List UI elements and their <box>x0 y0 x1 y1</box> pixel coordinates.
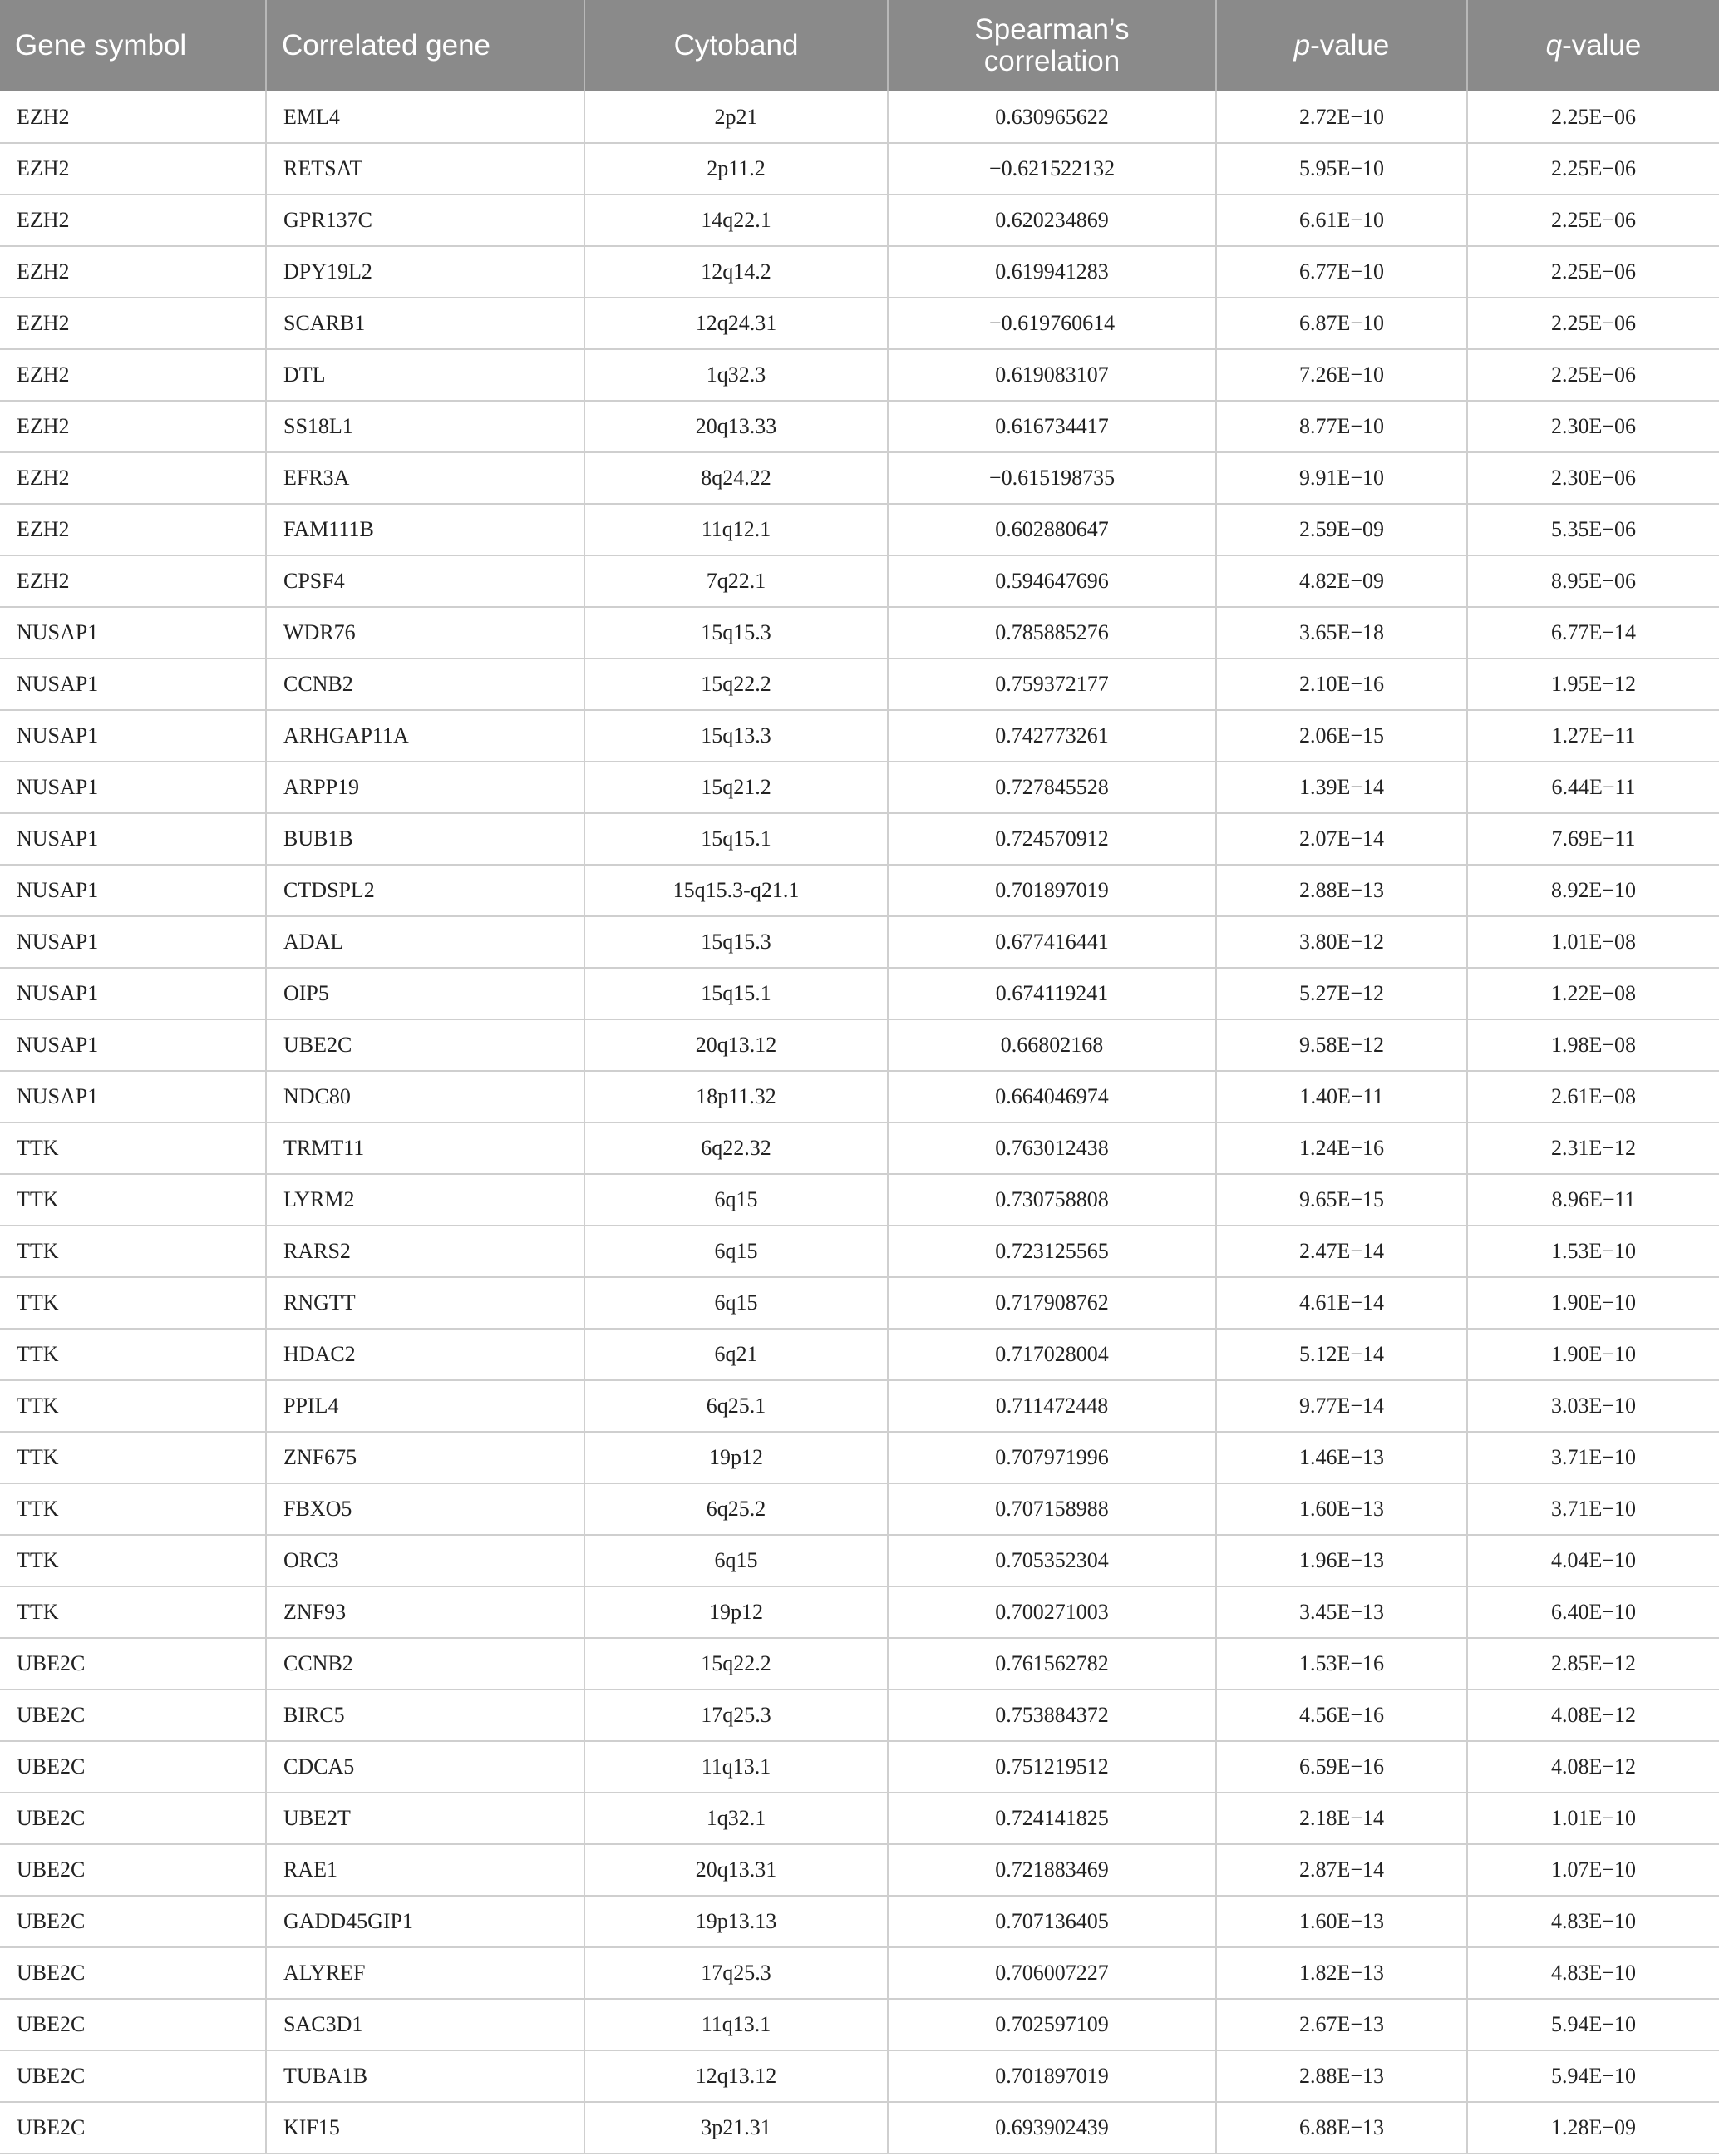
cytoband-cell: 6q15 <box>584 1535 888 1586</box>
correlated-gene-cell: TRMT11 <box>266 1122 584 1174</box>
correlated-gene-cell: PPIL4 <box>266 1380 584 1432</box>
spearman-cell: 0.761562782 <box>888 1638 1216 1690</box>
correlated-gene-cell: CCNB2 <box>266 1638 584 1690</box>
gene-symbol-cell: UBE2C <box>0 2102 266 2154</box>
header-q-value <box>1467 0 1719 91</box>
cytoband-cell: 12q14.2 <box>584 246 888 298</box>
correlated-gene-cell: ARPP19 <box>266 762 584 813</box>
cytoband-cell: 11q12.1 <box>584 504 888 555</box>
spearman-cell: 0.730758808 <box>888 1174 1216 1226</box>
spearman-cell: 0.705352304 <box>888 1535 1216 1586</box>
correlated-gene-cell: NDC80 <box>266 1071 584 1122</box>
p-value-cell: 5.12E−14 <box>1216 1329 1467 1380</box>
table-row <box>0 504 1719 555</box>
p-value-cell: 5.95E−10 <box>1216 143 1467 195</box>
spearman-cell: 0.742773261 <box>888 710 1216 762</box>
spearman-cell: 0.711472448 <box>888 1380 1216 1432</box>
cytoband-cell: 15q13.3 <box>584 710 888 762</box>
q-value-cell: 6.40E−10 <box>1467 1586 1719 1638</box>
correlated-gene-cell: UBE2T <box>266 1793 584 1844</box>
header-q-letter: q <box>1545 29 1563 62</box>
p-value-cell: 2.88E−13 <box>1216 2050 1467 2102</box>
gene-symbol-cell: NUSAP1 <box>0 865 266 916</box>
spearman-cell: 0.785885276 <box>888 607 1216 659</box>
p-value-cell: 2.06E−15 <box>1216 710 1467 762</box>
correlated-gene-cell: ZNF675 <box>266 1432 584 1483</box>
q-value-cell: 8.96E−11 <box>1467 1174 1719 1226</box>
spearman-cell: 0.707971996 <box>888 1432 1216 1483</box>
correlated-gene-cell: FAM111B <box>266 504 584 555</box>
spearman-cell: 0.674119241 <box>888 968 1216 1019</box>
p-value-cell: 3.45E−13 <box>1216 1586 1467 1638</box>
q-value-cell: 2.25E−06 <box>1467 91 1719 143</box>
correlated-gene-cell: CCNB2 <box>266 659 584 710</box>
table-row <box>0 916 1719 968</box>
p-value-cell: 9.91E−10 <box>1216 452 1467 504</box>
q-value-cell: 1.28E−09 <box>1467 2102 1719 2154</box>
table-header <box>0 0 1719 91</box>
spearman-cell: 0.751219512 <box>888 1741 1216 1793</box>
correlated-gene-cell: EML4 <box>266 91 584 143</box>
correlated-gene-cell: TUBA1B <box>266 2050 584 2102</box>
table-row <box>0 143 1719 195</box>
correlated-gene-cell: RAE1 <box>266 1844 584 1896</box>
q-value-cell: 1.07E−10 <box>1467 1844 1719 1896</box>
cytoband-cell: 19p12 <box>584 1432 888 1483</box>
gene-symbol-cell: UBE2C <box>0 1690 266 1741</box>
gene-symbol-cell: UBE2C <box>0 1844 266 1896</box>
spearman-cell: 0.693902439 <box>888 2102 1216 2154</box>
gene-symbol-cell: UBE2C <box>0 1793 266 1844</box>
q-value-cell: 4.08E−12 <box>1467 1690 1719 1741</box>
p-value-cell: 2.10E−16 <box>1216 659 1467 710</box>
table-row <box>0 298 1719 349</box>
correlated-gene-cell: KIF15 <box>266 2102 584 2154</box>
q-value-cell: 5.35E−06 <box>1467 504 1719 555</box>
q-value-cell: 8.92E−10 <box>1467 865 1719 916</box>
p-value-cell: 7.26E−10 <box>1216 349 1467 401</box>
table-row <box>0 1999 1719 2050</box>
p-value-cell: 2.72E−10 <box>1216 91 1467 143</box>
header-q-suffix: -value <box>1562 29 1642 62</box>
correlated-gene-cell: RETSAT <box>266 143 584 195</box>
p-value-cell: 5.27E−12 <box>1216 968 1467 1019</box>
gene-symbol-cell: UBE2C <box>0 1947 266 1999</box>
gene-symbol-cell: TTK <box>0 1277 266 1329</box>
table-row <box>0 1638 1719 1690</box>
correlated-gene-cell: FBXO5 <box>266 1483 584 1535</box>
gene-symbol-cell: NUSAP1 <box>0 659 266 710</box>
cytoband-cell: 1q32.1 <box>584 1793 888 1844</box>
correlated-gene-cell: HDAC2 <box>266 1329 584 1380</box>
gene-symbol-cell: UBE2C <box>0 2050 266 2102</box>
table-row <box>0 2102 1719 2154</box>
correlated-gene-cell: UBE2C <box>266 1019 584 1071</box>
cytoband-cell: 17q25.3 <box>584 1690 888 1741</box>
correlated-gene-cell: LYRM2 <box>266 1174 584 1226</box>
p-value-cell: 1.24E−16 <box>1216 1122 1467 1174</box>
q-value-cell: 1.90E−10 <box>1467 1277 1719 1329</box>
spearman-cell: −0.621522132 <box>888 143 1216 195</box>
correlated-gene-cell: RNGTT <box>266 1277 584 1329</box>
table-row <box>0 1019 1719 1071</box>
p-value-cell: 9.65E−15 <box>1216 1174 1467 1226</box>
p-value-cell: 2.88E−13 <box>1216 865 1467 916</box>
correlated-gene-cell: GPR137C <box>266 195 584 246</box>
cytoband-cell: 15q22.2 <box>584 659 888 710</box>
q-value-cell: 3.03E−10 <box>1467 1380 1719 1432</box>
table-row <box>0 1844 1719 1896</box>
p-value-cell: 2.07E−14 <box>1216 813 1467 865</box>
table-row <box>0 1741 1719 1793</box>
header-spearman-correlation <box>888 0 1216 91</box>
gene-symbol-cell: TTK <box>0 1329 266 1380</box>
q-value-cell: 2.31E−12 <box>1467 1122 1719 1174</box>
gene-symbol-cell: UBE2C <box>0 1999 266 2050</box>
spearman-cell: 0.706007227 <box>888 1947 1216 1999</box>
spearman-cell: 0.701897019 <box>888 2050 1216 2102</box>
gene-symbol-cell: EZH2 <box>0 401 266 452</box>
correlated-gene-cell: DPY19L2 <box>266 246 584 298</box>
cytoband-cell: 19p12 <box>584 1586 888 1638</box>
cytoband-cell: 6q15 <box>584 1277 888 1329</box>
p-value-cell: 6.88E−13 <box>1216 2102 1467 2154</box>
p-value-cell: 4.61E−14 <box>1216 1277 1467 1329</box>
table-row <box>0 710 1719 762</box>
q-value-cell: 3.71E−10 <box>1467 1483 1719 1535</box>
q-value-cell: 2.85E−12 <box>1467 1638 1719 1690</box>
table-row <box>0 1226 1719 1277</box>
table-row <box>0 349 1719 401</box>
correlated-gene-cell: ADAL <box>266 916 584 968</box>
p-value-cell: 6.77E−10 <box>1216 246 1467 298</box>
spearman-cell: 0.619941283 <box>888 246 1216 298</box>
table-row <box>0 2050 1719 2102</box>
header-p-letter: p <box>1293 29 1311 62</box>
gene-symbol-cell: UBE2C <box>0 1896 266 1947</box>
q-value-cell: 1.53E−10 <box>1467 1226 1719 1277</box>
header-correlated-gene: Correlated gene <box>266 0 584 91</box>
spearman-cell: 0.66802168 <box>888 1019 1216 1071</box>
q-value-cell: 4.83E−10 <box>1467 1896 1719 1947</box>
correlated-gene-cell: WDR76 <box>266 607 584 659</box>
cytoband-cell: 2p21 <box>584 91 888 143</box>
table-row <box>0 1122 1719 1174</box>
spearman-cell: 0.753884372 <box>888 1690 1216 1741</box>
table-row <box>0 555 1719 607</box>
p-value-cell: 2.47E−14 <box>1216 1226 1467 1277</box>
gene-symbol-cell: EZH2 <box>0 143 266 195</box>
table-row <box>0 1690 1719 1741</box>
spearman-cell: 0.701897019 <box>888 865 1216 916</box>
p-value-cell: 2.87E−14 <box>1216 1844 1467 1896</box>
table-row <box>0 968 1719 1019</box>
cytoband-cell: 19p13.13 <box>584 1896 888 1947</box>
gene-symbol-cell: TTK <box>0 1535 266 1586</box>
spearman-cell: 0.727845528 <box>888 762 1216 813</box>
table-row <box>0 91 1719 143</box>
gene-symbol-cell: NUSAP1 <box>0 762 266 813</box>
p-value-cell: 2.18E−14 <box>1216 1793 1467 1844</box>
table-row <box>0 401 1719 452</box>
header-cytoband: Cytoband <box>584 0 888 91</box>
q-value-cell: 3.71E−10 <box>1467 1432 1719 1483</box>
correlated-gene-cell: SCARB1 <box>266 298 584 349</box>
p-value-cell: 3.80E−12 <box>1216 916 1467 968</box>
gene-symbol-cell: EZH2 <box>0 195 266 246</box>
gene-symbol-cell: NUSAP1 <box>0 813 266 865</box>
spearman-cell: 0.702597109 <box>888 1999 1216 2050</box>
spearman-cell: 0.630965622 <box>888 91 1216 143</box>
table-row <box>0 1174 1719 1226</box>
correlated-gene-cell: BUB1B <box>266 813 584 865</box>
table-body <box>0 91 1719 2154</box>
gene-symbol-cell: EZH2 <box>0 349 266 401</box>
cytoband-cell: 2p11.2 <box>584 143 888 195</box>
cytoband-cell: 6q25.1 <box>584 1380 888 1432</box>
gene-symbol-cell: UBE2C <box>0 1741 266 1793</box>
table-row <box>0 1535 1719 1586</box>
cytoband-cell: 15q15.1 <box>584 813 888 865</box>
table-row <box>0 865 1719 916</box>
correlated-gene-cell: DTL <box>266 349 584 401</box>
gene-symbol-cell: EZH2 <box>0 298 266 349</box>
gene-symbol-cell: NUSAP1 <box>0 607 266 659</box>
q-value-cell: 1.01E−10 <box>1467 1793 1719 1844</box>
table-row <box>0 452 1719 504</box>
table-row <box>0 1586 1719 1638</box>
cytoband-cell: 20q13.12 <box>584 1019 888 1071</box>
q-value-cell: 1.98E−08 <box>1467 1019 1719 1071</box>
gene-symbol-cell: UBE2C <box>0 1638 266 1690</box>
q-value-cell: 8.95E−06 <box>1467 555 1719 607</box>
cytoband-cell: 11q13.1 <box>584 1999 888 2050</box>
spearman-cell: 0.700271003 <box>888 1586 1216 1638</box>
spearman-cell: 0.724570912 <box>888 813 1216 865</box>
cytoband-cell: 14q22.1 <box>584 195 888 246</box>
spearman-cell: 0.616734417 <box>888 401 1216 452</box>
q-value-cell: 6.77E−14 <box>1467 607 1719 659</box>
header-p-value <box>1216 0 1467 91</box>
cytoband-cell: 7q22.1 <box>584 555 888 607</box>
q-value-cell: 1.22E−08 <box>1467 968 1719 1019</box>
cytoband-cell: 15q22.2 <box>584 1638 888 1690</box>
p-value-cell: 6.87E−10 <box>1216 298 1467 349</box>
gene-symbol-cell: EZH2 <box>0 452 266 504</box>
gene-symbol-cell: EZH2 <box>0 555 266 607</box>
q-value-cell: 2.25E−06 <box>1467 143 1719 195</box>
q-value-cell: 1.27E−11 <box>1467 710 1719 762</box>
cytoband-cell: 6q22.32 <box>584 1122 888 1174</box>
cytoband-cell: 15q15.3-q21.1 <box>584 865 888 916</box>
spearman-cell: 0.707136405 <box>888 1896 1216 1947</box>
table-row <box>0 813 1719 865</box>
table-row <box>0 1483 1719 1535</box>
cytoband-cell: 6q15 <box>584 1174 888 1226</box>
cytoband-cell: 8q24.22 <box>584 452 888 504</box>
cytoband-cell: 6q15 <box>584 1226 888 1277</box>
spearman-cell: 0.724141825 <box>888 1793 1216 1844</box>
gene-symbol-cell: TTK <box>0 1122 266 1174</box>
cytoband-cell: 12q24.31 <box>584 298 888 349</box>
p-value-cell: 1.53E−16 <box>1216 1638 1467 1690</box>
gene-symbol-cell: TTK <box>0 1174 266 1226</box>
table-row <box>0 1432 1719 1483</box>
gene-symbol-cell: TTK <box>0 1483 266 1535</box>
q-value-cell: 6.44E−11 <box>1467 762 1719 813</box>
p-value-cell: 6.61E−10 <box>1216 195 1467 246</box>
spearman-cell: 0.620234869 <box>888 195 1216 246</box>
spearman-cell: −0.619760614 <box>888 298 1216 349</box>
q-value-cell: 2.25E−06 <box>1467 298 1719 349</box>
table-row <box>0 1947 1719 1999</box>
header-gene-symbol: Gene symbol <box>0 0 266 91</box>
spearman-cell: 0.717908762 <box>888 1277 1216 1329</box>
cytoband-cell: 3p21.31 <box>584 2102 888 2154</box>
q-value-cell: 4.08E−12 <box>1467 1741 1719 1793</box>
gene-symbol-cell: TTK <box>0 1380 266 1432</box>
cytoband-cell: 15q21.2 <box>584 762 888 813</box>
q-value-cell: 4.04E−10 <box>1467 1535 1719 1586</box>
cytoband-cell: 1q32.3 <box>584 349 888 401</box>
correlated-gene-cell: SS18L1 <box>266 401 584 452</box>
header-p-suffix: -value <box>1310 29 1390 62</box>
table-row <box>0 246 1719 298</box>
gene-symbol-cell: EZH2 <box>0 246 266 298</box>
correlated-gene-cell: CDCA5 <box>266 1741 584 1793</box>
gene-symbol-cell: NUSAP1 <box>0 1071 266 1122</box>
table-row <box>0 659 1719 710</box>
cytoband-cell: 17q25.3 <box>584 1947 888 1999</box>
p-value-cell: 1.96E−13 <box>1216 1535 1467 1586</box>
cytoband-cell: 6q21 <box>584 1329 888 1380</box>
gene-symbol-cell: EZH2 <box>0 91 266 143</box>
q-value-cell: 2.30E−06 <box>1467 401 1719 452</box>
table-row <box>0 1329 1719 1380</box>
p-value-cell: 4.82E−09 <box>1216 555 1467 607</box>
spearman-cell: 0.677416441 <box>888 916 1216 968</box>
table-row <box>0 195 1719 246</box>
p-value-cell: 9.77E−14 <box>1216 1380 1467 1432</box>
q-value-cell: 2.30E−06 <box>1467 452 1719 504</box>
p-value-cell: 2.59E−09 <box>1216 504 1467 555</box>
p-value-cell: 4.56E−16 <box>1216 1690 1467 1741</box>
correlated-gene-cell: CPSF4 <box>266 555 584 607</box>
correlated-gene-cell: ALYREF <box>266 1947 584 1999</box>
spearman-cell: 0.721883469 <box>888 1844 1216 1896</box>
p-value-cell: 1.60E−13 <box>1216 1896 1467 1947</box>
correlated-gene-cell: BIRC5 <box>266 1690 584 1741</box>
p-value-cell: 1.40E−11 <box>1216 1071 1467 1122</box>
correlated-gene-cell: ZNF93 <box>266 1586 584 1638</box>
cytoband-cell: 12q13.12 <box>584 2050 888 2102</box>
q-value-cell: 2.61E−08 <box>1467 1071 1719 1122</box>
q-value-cell: 5.94E−10 <box>1467 2050 1719 2102</box>
spearman-cell: 0.763012438 <box>888 1122 1216 1174</box>
cytoband-cell: 20q13.33 <box>584 401 888 452</box>
gene-symbol-cell: NUSAP1 <box>0 1019 266 1071</box>
table-row <box>0 1071 1719 1122</box>
gene-symbol-cell: TTK <box>0 1586 266 1638</box>
table-row <box>0 607 1719 659</box>
q-value-cell: 7.69E−11 <box>1467 813 1719 865</box>
p-value-cell: 1.82E−13 <box>1216 1947 1467 1999</box>
table-row <box>0 1896 1719 1947</box>
header-spearman-label: Spearman’s correlation <box>974 13 1130 77</box>
q-value-cell: 4.83E−10 <box>1467 1947 1719 1999</box>
p-value-cell: 1.39E−14 <box>1216 762 1467 813</box>
cytoband-cell: 15q15.3 <box>584 607 888 659</box>
correlated-gene-cell: ARHGAP11A <box>266 710 584 762</box>
p-value-cell: 1.46E−13 <box>1216 1432 1467 1483</box>
table-row <box>0 1277 1719 1329</box>
table-row <box>0 1380 1719 1432</box>
spearman-cell: 0.717028004 <box>888 1329 1216 1380</box>
spearman-cell: 0.664046974 <box>888 1071 1216 1122</box>
q-value-cell: 1.95E−12 <box>1467 659 1719 710</box>
gene-symbol-cell: NUSAP1 <box>0 710 266 762</box>
cytoband-cell: 15q15.3 <box>584 916 888 968</box>
correlated-gene-cell: CTDSPL2 <box>266 865 584 916</box>
cytoband-cell: 18p11.32 <box>584 1071 888 1122</box>
gene-symbol-cell: NUSAP1 <box>0 916 266 968</box>
q-value-cell: 1.01E−08 <box>1467 916 1719 968</box>
cytoband-cell: 6q25.2 <box>584 1483 888 1535</box>
p-value-cell: 2.67E−13 <box>1216 1999 1467 2050</box>
spearman-cell: 0.723125565 <box>888 1226 1216 1277</box>
q-value-cell: 2.25E−06 <box>1467 349 1719 401</box>
p-value-cell: 8.77E−10 <box>1216 401 1467 452</box>
gene-symbol-cell: EZH2 <box>0 504 266 555</box>
correlated-gene-cell: EFR3A <box>266 452 584 504</box>
cytoband-cell: 11q13.1 <box>584 1741 888 1793</box>
spearman-cell: 0.594647696 <box>888 555 1216 607</box>
q-value-cell: 5.94E−10 <box>1467 1999 1719 2050</box>
p-value-cell: 3.65E−18 <box>1216 607 1467 659</box>
gene-symbol-cell: TTK <box>0 1432 266 1483</box>
gene-symbol-cell: TTK <box>0 1226 266 1277</box>
correlated-gene-cell: RARS2 <box>266 1226 584 1277</box>
gene-symbol-cell: NUSAP1 <box>0 968 266 1019</box>
p-value-cell: 9.58E−12 <box>1216 1019 1467 1071</box>
p-value-cell: 1.60E−13 <box>1216 1483 1467 1535</box>
q-value-cell: 1.90E−10 <box>1467 1329 1719 1380</box>
spearman-cell: 0.619083107 <box>888 349 1216 401</box>
spearman-cell: 0.707158988 <box>888 1483 1216 1535</box>
q-value-cell: 2.25E−06 <box>1467 246 1719 298</box>
spearman-cell: 0.602880647 <box>888 504 1216 555</box>
q-value-cell: 2.25E−06 <box>1467 195 1719 246</box>
cytoband-cell: 20q13.31 <box>584 1844 888 1896</box>
correlated-gene-cell: SAC3D1 <box>266 1999 584 2050</box>
p-value-cell: 6.59E−16 <box>1216 1741 1467 1793</box>
correlated-gene-cell: ORC3 <box>266 1535 584 1586</box>
spearman-cell: 0.759372177 <box>888 659 1216 710</box>
table-row <box>0 762 1719 813</box>
spearman-cell: −0.615198735 <box>888 452 1216 504</box>
cytoband-cell: 15q15.1 <box>584 968 888 1019</box>
correlated-gene-cell: GADD45GIP1 <box>266 1896 584 1947</box>
header-row <box>0 0 1719 91</box>
table-row <box>0 1793 1719 1844</box>
correlated-gene-cell: OIP5 <box>266 968 584 1019</box>
